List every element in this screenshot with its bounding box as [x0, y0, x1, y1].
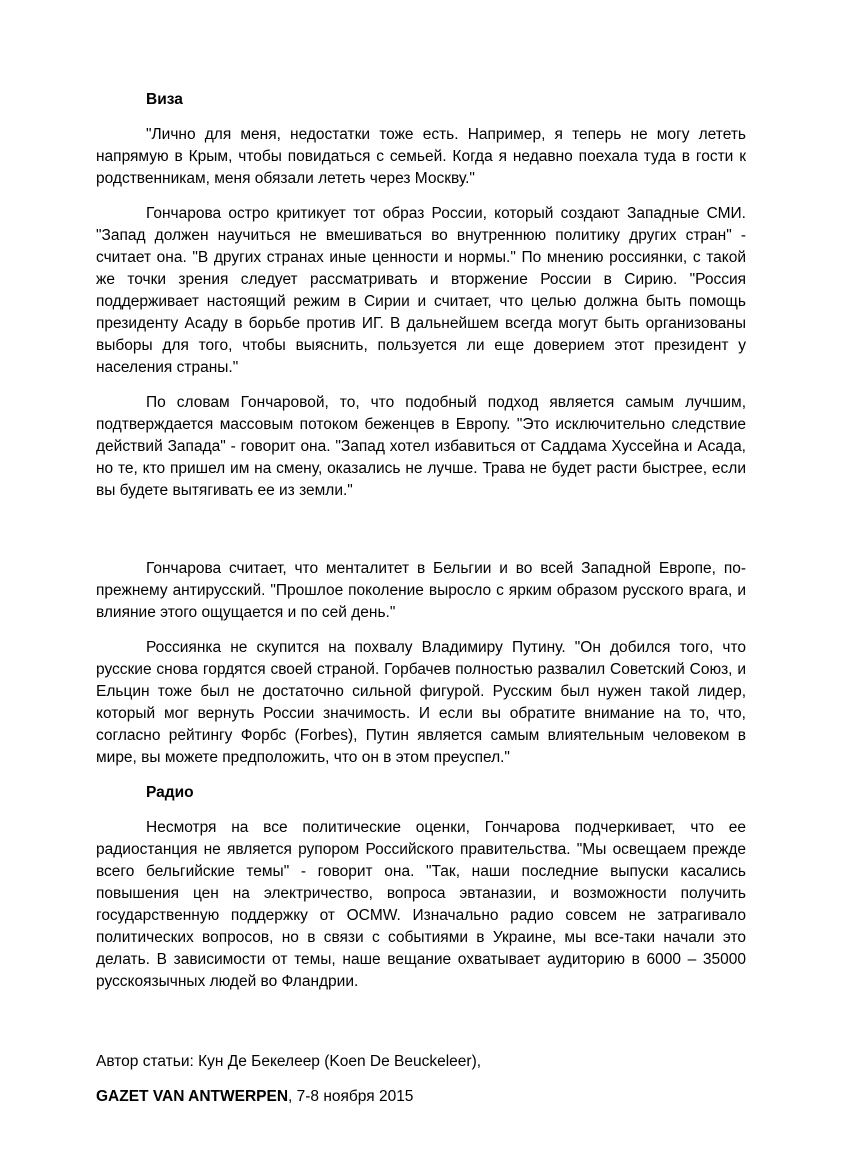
paragraph-visa-quote: "Лично для меня, недостатки тоже есть. Например, я теперь не могу лететь напрямую в Крым, чтобы повидаться с семьей. Когда я недавно поехала туда в гости к родственникам, меня обязали лететь через Москву." — [96, 126, 746, 187]
source-date: , 7-8 ноября 2015 — [288, 1088, 414, 1105]
paragraph-radio-station: Несмотря на все политические оценки, Гончарова подчеркивает, что ее радиостанция не является рупором Российского правительства. "Мы освещаем прежде всего бельгийские темы" - говорит она. "Так, наши последние выпуски касались повышения цен на электричество, вопроса эвтаназии, и возможности получить государственную поддержку от OCMW. Изначально радио совсем не затрагивало политических вопросов, но в связи с событиями в Украине, мы все-таки начали это делать. В зависимости от темы, наше вещание охватывает аудиторию в 6000 – 35000 русскоязычных людей во Фландрии. — [96, 819, 746, 990]
paragraph-putin-praise: Россиянка не скупится на похвалу Владимиру Путину. "Он добился того, что русские снова гордятся своей страной. Горбачев полностью развалил Советский Союз, и Ельцин тоже был не достаточно сильной фигурой. Русским был нужен такой лидер, который мог вернуть России значимость. И если вы обратите внимание на то, что, согласно рейтингу Форбс (Forbes), Путин является самым влиятельным человеком в мире, вы можете предположить, что он в этом преуспел." — [96, 639, 746, 766]
paragraph-refugees: По словам Гончаровой, то, что подобный подход является самым лучшим, подтверждается массовым потоком беженцев в Европу. "Это исключительно следствие действий Запада" - говорит она. "Запад хотел избавиться от Саддама Хуссейна и Асада, но те, кто пришел им на смену, оказались не лучше. Трава не будет расти быстрее, если вы будете вытягивать ее из земли." — [96, 394, 746, 499]
source-line — [96, 1086, 746, 1108]
author-line: Автор статьи: Кун Де Бекелеер (Koen De Beuckeleer), — [96, 1053, 482, 1070]
paragraph-mentality: Гончарова считает, что менталитет в Бельгии и во всей Западной Европе, по-прежнему антирусский. "Прошлое поколение выросло с ярким образом русского врага, и влияние этого ощущается и по сей день." — [96, 560, 746, 621]
paragraph-western-media: Гончарова остро критикует тот образ России, который создают Западные СМИ. "Запад должен научиться не вмешиваться во внутреннюю политику других стран" - считает она. "В других странах иные ценности и нормы." По мнению россиянки, с такой же точки зрения следует рассматривать и вторжение России в Сирию. "Россия поддерживает настоящий режим в Сирии и считает, что целью должна быть помощь президенту Асаду в борьбе против ИГ. В дальнейшем всегда могут быть организованы выборы для того, чтобы выяснить, пользуется ли еще доверием этот президент у населения страны." — [96, 205, 746, 376]
section-heading-visa: Виза — [146, 91, 183, 108]
section-heading-radio: Радио — [146, 784, 194, 801]
empty-paragraph-spacer — [96, 515, 746, 558]
source-publication-name: GAZET VAN ANTWERPEN — [96, 1088, 289, 1105]
empty-paragraph-spacer — [96, 1006, 746, 1051]
